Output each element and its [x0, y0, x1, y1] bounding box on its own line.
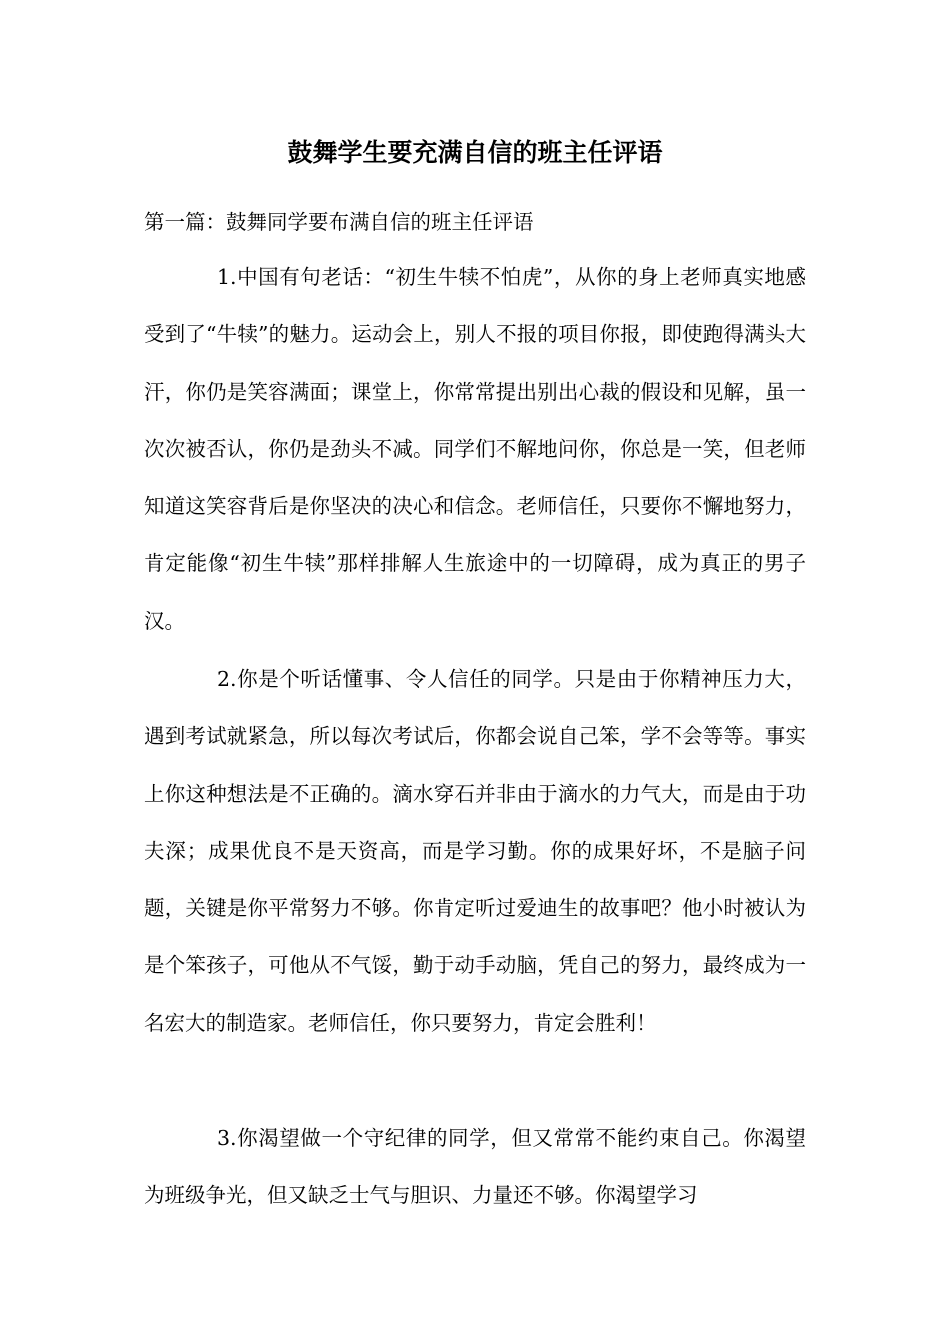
paragraph-3: 3.你渴望做一个守纪律的同学，但又常常不能约束自己。你渴望为班级争光，但又缺乏士气与胆识、力量还不够。你渴望学习 — [144, 1126, 806, 1208]
paragraph-2: 2.你是个听话懂事、令人信任的同学。只是由于你精神压力大，遇到考试就紧急，所以每次考试后，你都会说自己笨，学不会等等。事实上你这种想法是不正确的。滴水穿石并非由于滴水的力气大，而是由于功夫深；成果优良不是天资高，而是学习勤。你的成果好坏，不是脑子问题，关键是你平常努力不够。你肯定听过爱迪生的故事吧？他小时被认为是个笨孩子，可他从不气馁，勤于动手动脑，凭自己的努力，最终成为一名宏大的制造家。老师信任，你只要努力，肯定会胜利！ — [144, 667, 806, 1035]
section-heading: 第一篇：鼓舞同学要布满自信的班主任评语 — [144, 210, 534, 234]
document-title: 鼓舞学生要充满自信的班主任评语 — [287, 138, 663, 167]
paragraph-1: 1.中国有句老话：“初生牛犊不怕虎”，从你的身上老师真实地感受到了“牛犊”的魅力。运动会上，别人不报的项目你报，即使跑得满头大汗，你仍是笑容满面；课堂上，你常常提出别出心裁的假设和见解，虽一次次被否认，你仍是劲头不减。同学们不解地问你，你总是一笑，但老师知道这笑容背后是你坚决的决心和信念。老师信任，只要你不懈地努力，肯定能像“初生牛犊”那样排解人生旅途中的一切障碍，成为真正的男子汉。 — [144, 265, 806, 633]
